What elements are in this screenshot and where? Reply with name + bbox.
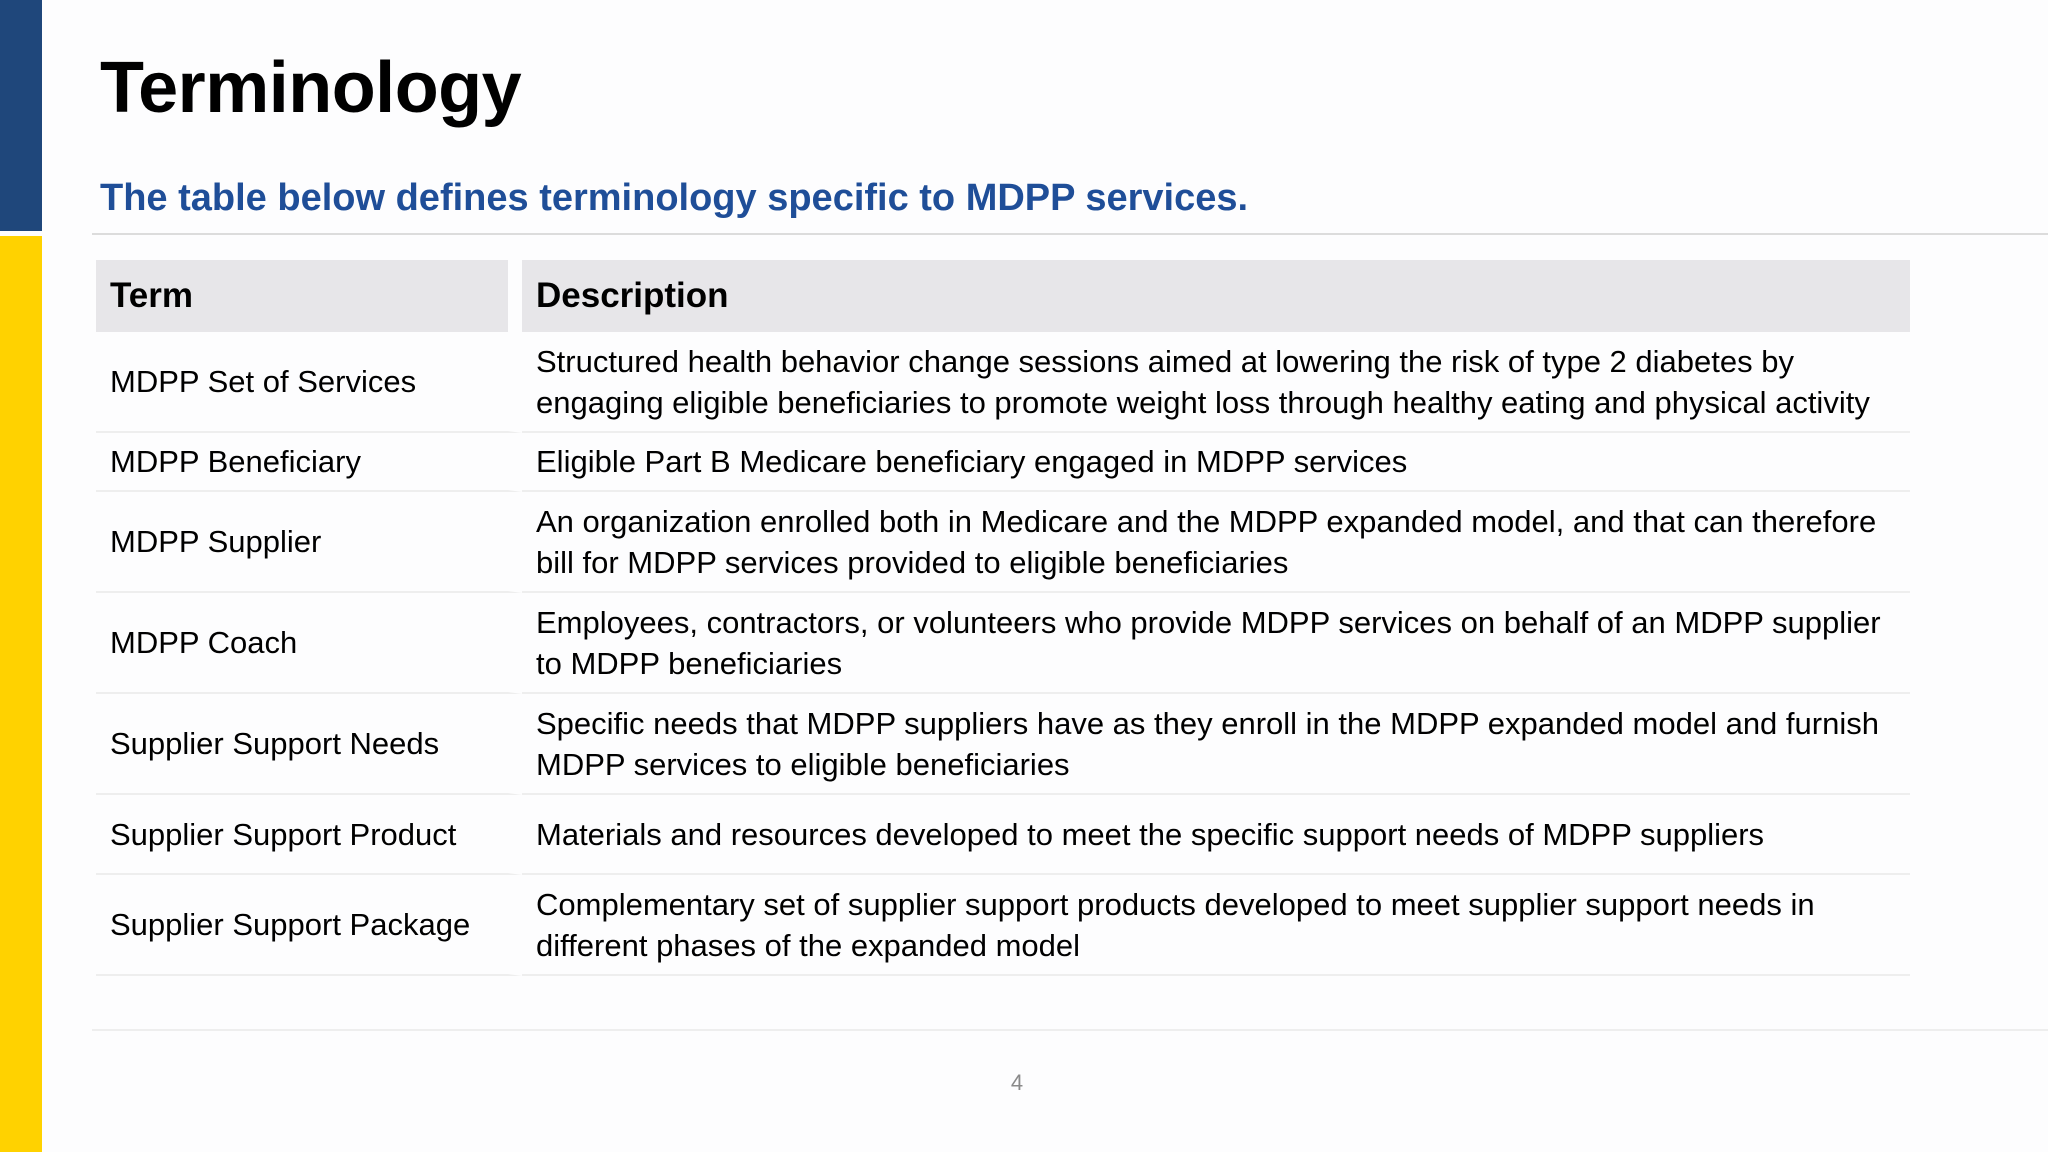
table-row xyxy=(96,332,1910,433)
description-cell: Materials and resources developed to meet the specific support needs of MDPP suppliers xyxy=(522,795,1910,875)
page-subtitle: The table below defines terminology specific to MDPP services. xyxy=(100,177,1249,219)
description-cell: Employees, contractors, or volunteers who provide MDPP services on behalf of an MDPP supplier to MDPP beneficiaries xyxy=(522,593,1910,694)
description-cell: Complementary set of supplier support products developed to meet supplier support needs in different phases of the expanded model xyxy=(522,875,1910,976)
table-row xyxy=(96,875,1910,976)
term-cell: MDPP Coach xyxy=(96,593,522,694)
table-row xyxy=(96,433,1910,492)
accent-bar-yellow xyxy=(0,236,42,1152)
table-row xyxy=(96,795,1910,875)
table-header-row xyxy=(96,260,1910,332)
table-row xyxy=(96,492,1910,593)
header-description: Description xyxy=(522,260,1910,332)
page-number: 4 xyxy=(1010,1070,1024,1095)
description-cell: Eligible Part B Medicare beneficiary engaged in MDPP services xyxy=(522,433,1910,492)
description-cell: Structured health behavior change sessions aimed at lowering the risk of type 2 diabetes by engaging eligible beneficiaries to promote weight loss through healthy eating and physical activity xyxy=(522,332,1910,433)
divider-bottom xyxy=(92,1029,2048,1031)
description-cell: An organization enrolled both in Medicare and the MDPP expanded model, and that can therefore bill for MDPP services provided to eligible beneficiaries xyxy=(522,492,1910,593)
table-row xyxy=(96,694,1910,795)
accent-bar-blue xyxy=(0,0,42,231)
term-cell: Supplier Support Package xyxy=(96,875,522,976)
term-cell: Supplier Support Needs xyxy=(96,694,522,795)
page-title: Terminology xyxy=(100,48,522,128)
header-term: Term xyxy=(96,260,522,332)
term-cell: MDPP Supplier xyxy=(96,492,522,593)
description-cell: Specific needs that MDPP suppliers have as they enroll in the MDPP expanded model and furnish MDPP services to eligible beneficiaries xyxy=(522,694,1910,795)
table-row xyxy=(96,593,1910,694)
term-cell: MDPP Set of Services xyxy=(96,332,522,433)
divider-top xyxy=(92,233,2048,235)
terminology-table xyxy=(96,260,1910,976)
term-cell: Supplier Support Product xyxy=(96,795,522,875)
term-cell: MDPP Beneficiary xyxy=(96,433,522,492)
